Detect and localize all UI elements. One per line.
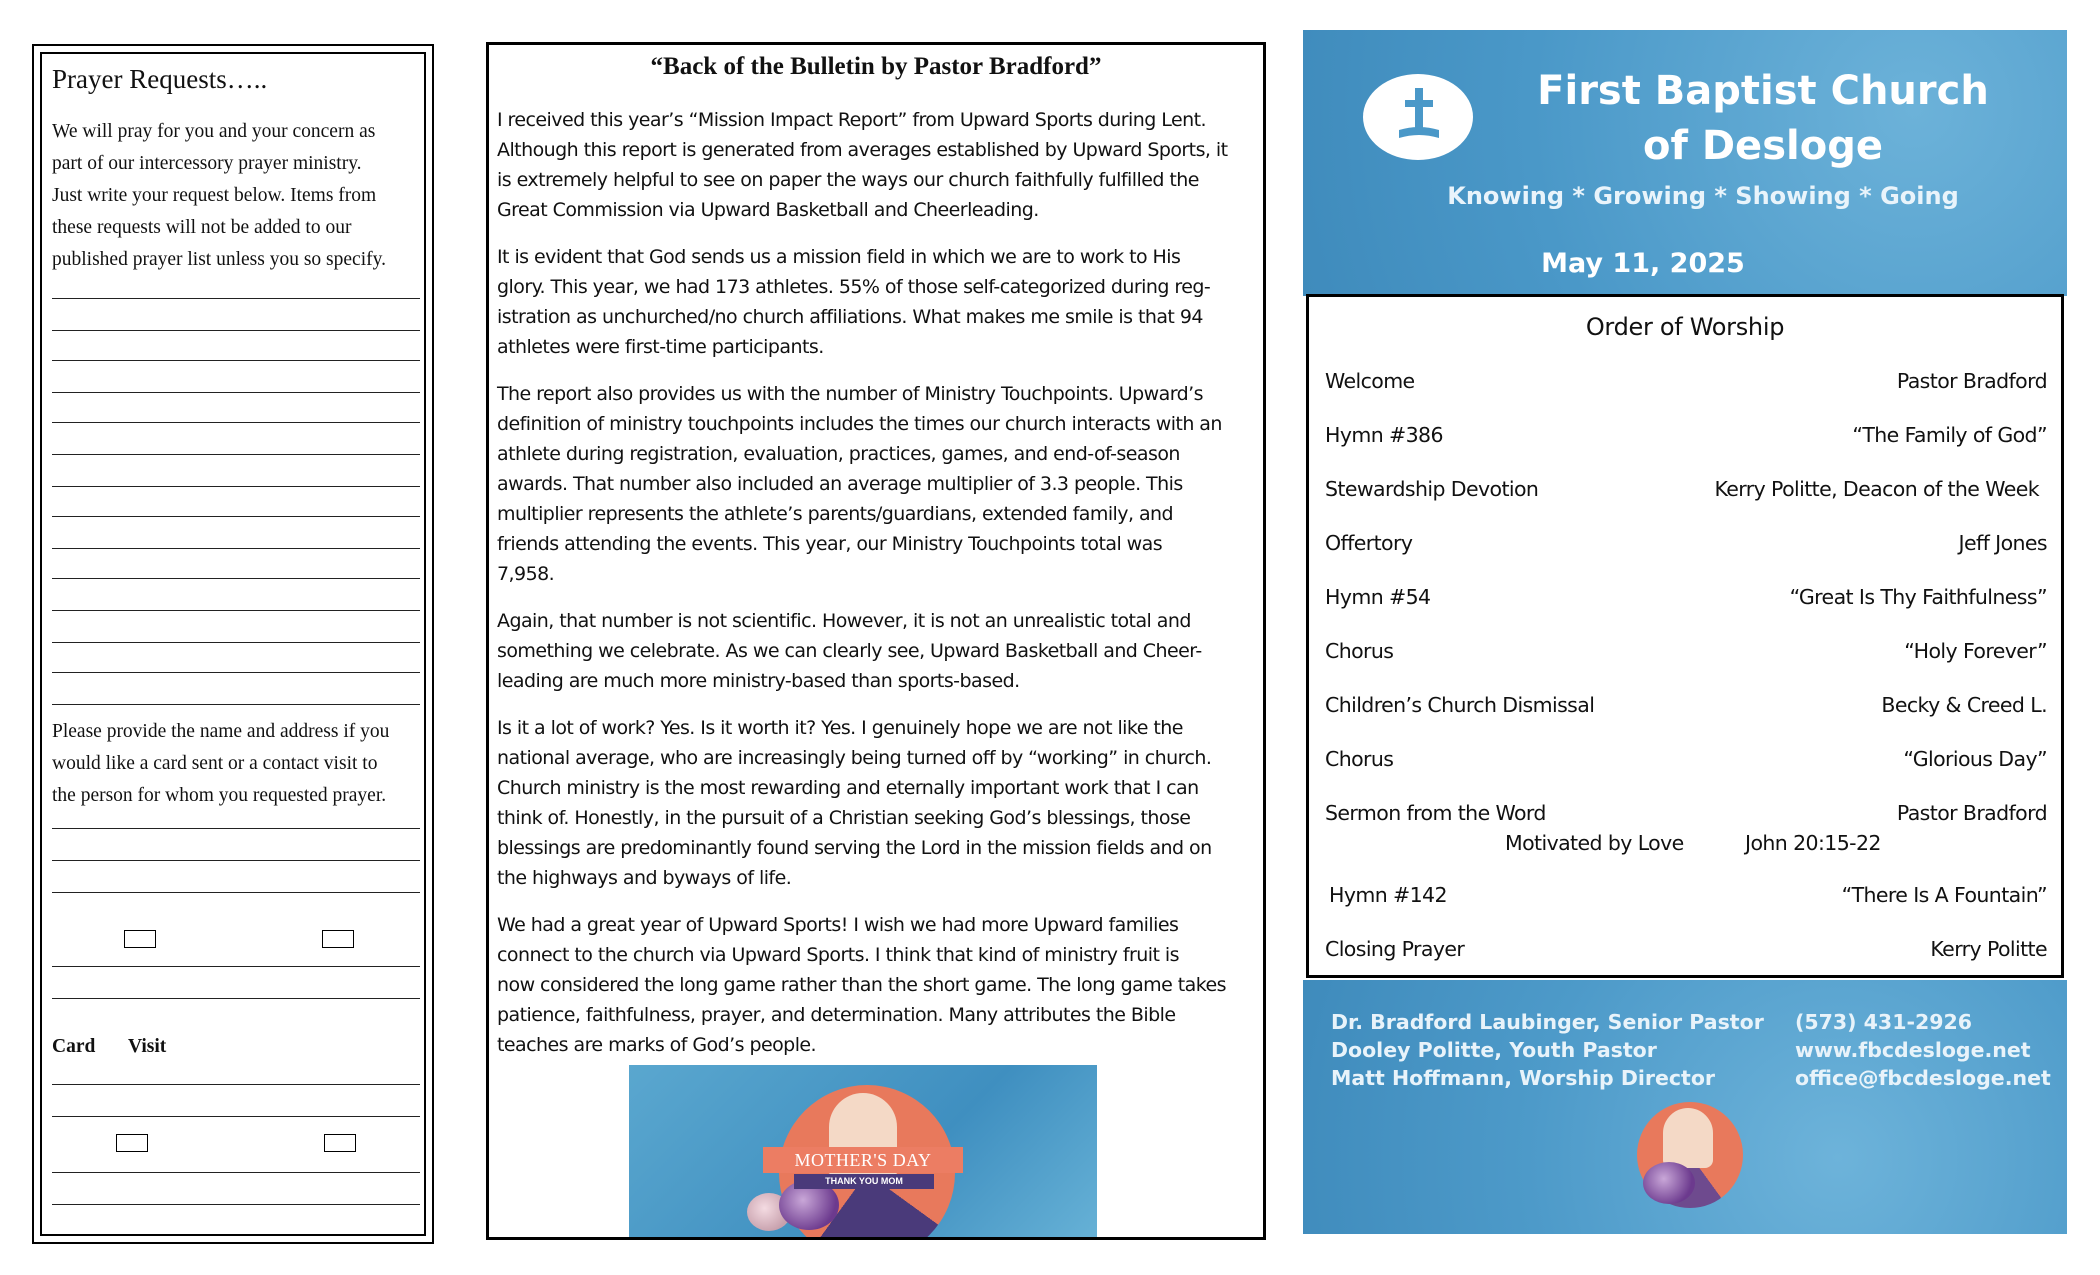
article-line: teaches are marks of God’s people. (497, 1034, 817, 1056)
worship-title: Order of Worship (1585, 313, 1785, 341)
staff-list (1331, 1008, 1764, 1092)
contact-info-line[interactable] (52, 1172, 420, 1173)
prayer-intro-line: We will pray for you and your concern as (52, 121, 376, 142)
contact-info-line[interactable] (52, 1204, 420, 1205)
prayer-intro (52, 116, 422, 276)
worship-item: Hymn #386 (1325, 423, 1443, 447)
article-line: istration as unchurched/no church affiliations. What makes me smile is that 94 (497, 306, 1203, 328)
prayer-request-line[interactable] (52, 486, 420, 487)
article-line: multiplier represents the athlete’s parents/guardians, extended family, and (497, 503, 1174, 525)
article-line: Again, that number is not scientific. However, it is not an unrealistic total and (497, 610, 1191, 632)
worship-row (1325, 585, 2047, 615)
worship-leader: Jeff Jones (1958, 531, 2047, 555)
prayer-contact-note (52, 716, 422, 812)
article-line: Is it a lot of work? Yes. Is it worth it? Yes. I genuinely hope we are not like the (497, 717, 1183, 739)
visit-checkbox[interactable] (324, 1134, 356, 1152)
article-line: Church ministry is the most rewarding and eternally important work that I can (497, 777, 1199, 799)
website-link[interactable]: www.fbcdesloge.net (1795, 1038, 2031, 1062)
worship-item: Chorus (1325, 747, 1394, 771)
article-line: Great Commission via Upward Basketball and Cheerleading. (497, 199, 1039, 221)
staff-member: Dr. Bradford Laubinger, Senior Pastor (1331, 1010, 1764, 1034)
article-line: It is evident that God sends us a mission field in which we are to work to His (497, 246, 1181, 268)
contact-info-line[interactable] (52, 828, 420, 829)
article-paragraph (497, 242, 1257, 362)
church-name-line: of Desloge (1643, 123, 1883, 169)
prayer-contact-line: the person for whom you requested prayer. (52, 785, 387, 806)
prayer-request-line[interactable] (52, 610, 420, 611)
article-body (497, 105, 1257, 1077)
prayer-request-line[interactable] (52, 704, 420, 705)
article-paragraph (497, 379, 1257, 589)
article-line: I received this year’s “Mission Impact Report” from Upward Sports during Lent. (497, 109, 1207, 131)
contact-info-line[interactable] (52, 966, 420, 967)
article-line: glory. This year, we had 173 athletes. 55% of those self-categorized during reg- (497, 276, 1211, 298)
worship-row (1325, 531, 2047, 561)
church-tagline: Knowing * Growing * Showing * Going (1447, 182, 1959, 210)
worship-leader: Becky & Creed L. (1881, 693, 2047, 717)
card-checkbox[interactable] (116, 1134, 148, 1152)
contact-info (1795, 1008, 2051, 1092)
worship-leader: “Holy Forever” (1904, 639, 2047, 663)
worship-leader: “The Family of God” (1852, 423, 2047, 447)
article-line: We had a great year of Upward Sports! I wish we had more Upward families (497, 914, 1179, 936)
prayer-intro-line: these requests will not be added to our (52, 217, 352, 238)
cover-footer (1303, 980, 2067, 1234)
worship-row (1325, 477, 2047, 507)
prayer-request-line[interactable] (52, 642, 420, 643)
prayer-title: Prayer Requests….. (52, 64, 268, 94)
worship-row (1325, 937, 2047, 967)
prayer-request-line[interactable] (52, 392, 420, 393)
article-line: something we celebrate. As we can clearly see, Upward Basketball and Cheer- (497, 640, 1202, 662)
article-line: connect to the church via Upward Sports. I think that kind of ministry fruit is (497, 944, 1179, 966)
flower-graphic (1643, 1162, 1695, 1204)
article-title: “Back of the Bulletin by Pastor Bradford” (650, 53, 1102, 80)
article-line: friends attending the events. This year, our Ministry Touchpoints total was (497, 533, 1163, 555)
prayer-request-line[interactable] (52, 672, 420, 673)
card-checkbox[interactable] (124, 930, 156, 948)
worship-leader: Pastor Bradford (1896, 369, 2047, 393)
worship-row-sermon (1325, 801, 2047, 861)
prayer-request-panel (32, 44, 434, 1244)
prayer-request-inner-border (40, 52, 426, 1236)
worship-item: Hymn #54 (1325, 585, 1431, 609)
card-label: Card (52, 1036, 96, 1057)
sermon-title: Motivated by Love (1505, 831, 1684, 855)
pastor-article-panel (486, 42, 1266, 1240)
contact-info-line[interactable] (52, 998, 420, 999)
prayer-contact-line: Please provide the name and address if you (52, 721, 390, 742)
article-line: athlete during registration, evaluation, practices, games, and end-of-season (497, 443, 1180, 465)
visit-label: Visit (128, 1036, 167, 1057)
article-line: leading are much more ministry-based than sports-based. (497, 670, 1020, 692)
worship-leader: “Glorious Day” (1903, 747, 2047, 771)
worship-item: Offertory (1325, 531, 1413, 555)
worship-item: Chorus (1325, 639, 1394, 663)
order-of-worship (1306, 294, 2064, 978)
prayer-intro-line: Just write your request below. Items from (52, 185, 377, 206)
worship-item: Stewardship Devotion (1325, 477, 1539, 501)
cross-book-icon (1397, 86, 1441, 146)
prayer-request-line[interactable] (52, 516, 420, 517)
mother-child-figure (1663, 1108, 1713, 1168)
church-name (1483, 64, 2043, 174)
article-line: athletes were first-time participants. (497, 336, 824, 358)
article-line: awards. That number also included an average multiplier of 3.3 people. This (497, 473, 1183, 495)
article-line: 7,958. (497, 563, 555, 585)
worship-row (1329, 883, 2047, 913)
staff-member: Matt Hoffmann, Worship Director (1331, 1066, 1716, 1090)
article-line: is extremely helpful to see on paper the ways our church faithfully fulfilled the (497, 169, 1199, 191)
article-line: definition of ministry touchpoints includes the times our church interacts with an (497, 413, 1222, 435)
prayer-request-line[interactable] (52, 548, 420, 549)
worship-item: Sermon from the Word (1325, 801, 1546, 825)
prayer-request-line[interactable] (52, 298, 420, 299)
article-paragraph (497, 910, 1257, 1060)
prayer-request-line[interactable] (52, 454, 420, 455)
mothers-day-image (629, 1065, 1097, 1237)
article-line: the highways and byways of life. (497, 867, 792, 889)
worship-leader: “There Is A Fountain” (1841, 883, 2047, 907)
prayer-request-line[interactable] (52, 330, 420, 331)
worship-row (1325, 369, 2047, 399)
cover-header (1303, 30, 2067, 296)
church-name-line: First Baptist Church (1537, 68, 1989, 114)
article-paragraph (497, 105, 1257, 225)
contact-info-line[interactable] (52, 860, 420, 861)
bulletin-date: May 11, 2025 (1541, 248, 1745, 279)
worship-item: Closing Prayer (1325, 937, 1465, 961)
article-line: blessings are predominantly found serving the Lord in the mission fields and on (497, 837, 1212, 859)
article-paragraph (497, 713, 1257, 893)
worship-leader: Kerry Politte (1930, 937, 2047, 961)
article-line: Although this report is generated from averages established by Upward Sports, it (497, 139, 1228, 161)
worship-item: Children’s Church Dismissal (1325, 693, 1595, 717)
article-line: now considered the long game rather than the short game. The long game takes (497, 974, 1227, 996)
article-line: think of. Honestly, in the pursuit of a Christian seeking God’s blessings, those (497, 807, 1191, 829)
worship-row (1325, 423, 2047, 453)
mothers-day-banner: MOTHER'S DAY (763, 1147, 963, 1173)
prayer-contact-line: would like a card sent or a contact visit to (52, 753, 378, 774)
worship-item: Hymn #142 (1329, 883, 1447, 907)
prayer-intro-line: part of our intercessory prayer ministry. (52, 153, 362, 174)
contact-info-line[interactable] (52, 1084, 420, 1085)
worship-row (1325, 693, 2047, 723)
prayer-request-line[interactable] (52, 360, 420, 361)
phone-number: (573) 431-2926 (1795, 1010, 1973, 1034)
contact-info-line[interactable] (52, 892, 420, 893)
mothers-day-subtitle: THANK YOU MOM (794, 1174, 934, 1189)
worship-leader: “Great Is Thy Faithfulness” (1789, 585, 2047, 609)
sermon-scripture: John 20:15-22 (1745, 831, 1881, 855)
prayer-intro-line: published prayer list unless you so specify. (52, 249, 386, 270)
article-paragraph (497, 606, 1257, 696)
worship-row (1325, 639, 2047, 669)
article-line: national average, who are increasingly being turned off by “working” in church. (497, 747, 1212, 769)
staff-member: Dooley Politte, Youth Pastor (1331, 1038, 1657, 1062)
prayer-request-line[interactable] (52, 578, 420, 579)
article-line: patience, faithfulness, prayer, and determination. Many attributes the Bible (497, 1004, 1176, 1026)
visit-checkbox[interactable] (322, 930, 354, 948)
worship-leader: Pastor Bradford (1896, 801, 2047, 825)
worship-row (1325, 747, 2047, 777)
email-link[interactable]: office@fbcdesloge.net (1795, 1066, 2051, 1090)
worship-item: Welcome (1325, 369, 1415, 393)
prayer-request-line[interactable] (52, 422, 420, 423)
article-line: The report also provides us with the number of Ministry Touchpoints. Upward’s (497, 383, 1203, 405)
contact-info-line[interactable] (52, 1116, 420, 1117)
worship-leader: Kerry Politte, Deacon of the Week (1714, 477, 2039, 501)
